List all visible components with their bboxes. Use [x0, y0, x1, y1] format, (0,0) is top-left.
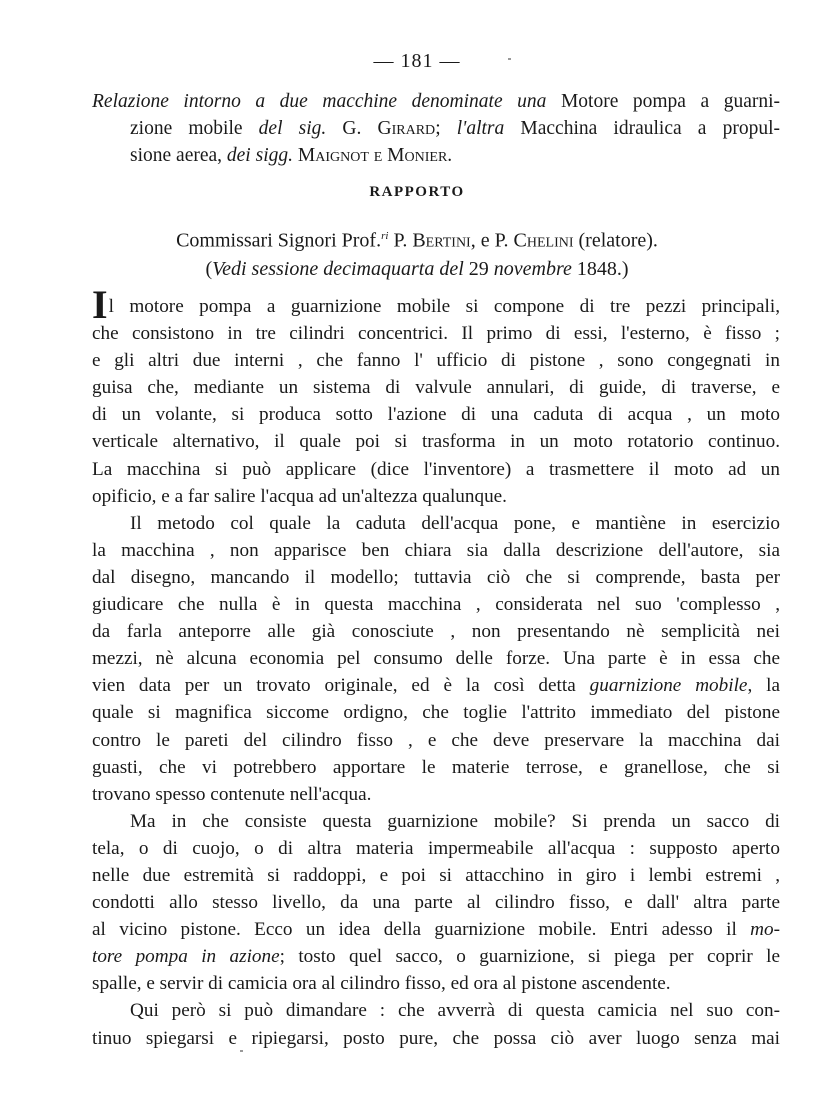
text-run: Il metodo col quale la caduta dell'acqua pone, e mantiène in esercizio: [130, 512, 780, 534]
italic-text: dei sigg.: [226, 145, 293, 166]
text-line: [92, 943, 780, 970]
text-run: Qui però si può dimandare : che avverrà di questa camicia nel suo con-: [130, 1000, 780, 1022]
text-run: La macchina si può applicare (dice l'inventore) a trasmettere il moto ad un: [92, 458, 780, 480]
text-line: [92, 591, 780, 618]
commissioner-name: Bertini: [412, 229, 471, 252]
text-run: e gli altri due interni , che fanno l' ufficio di pistone , sono congegnati in: [92, 350, 780, 372]
text-line: [92, 428, 780, 455]
text-line: [92, 483, 780, 510]
text-run: di un volante, si produca sotto l'azione di una caduta di acqua , un moto: [92, 404, 780, 426]
text-run: G.: [326, 118, 378, 139]
text-line: [92, 282, 780, 327]
text-line: [92, 862, 780, 889]
text-run: al vicino pistone. Ecco un idea della guarnizione mobile. Entri adesso il: [92, 919, 751, 941]
text-line: [92, 1025, 780, 1052]
report-title: [92, 88, 780, 169]
text-line: [92, 672, 780, 699]
body-text: [92, 282, 781, 1052]
text-run: Girard: [377, 118, 436, 139]
print-speck: [508, 58, 511, 60]
text-line: [92, 970, 780, 997]
text-run: quale si magnifica siccome ordigno, che toglie l'attrito immediato del pistone: [92, 702, 780, 724]
text-run: ;: [435, 118, 457, 139]
text-run: da farla anteporre alle già conosciute , non presentando nè semplicità nei: [92, 621, 780, 643]
text-run: che consistono in tre cilindri concentrici. Il primo di essi, l'esterno, è fisso ;: [92, 323, 780, 345]
text-run: giudicare che nulla è in questa macchina , considerata nel suo 'complesso ,: [92, 594, 780, 616]
title-line: [92, 142, 780, 169]
text-run: guisa che, mediante un sistema di valvule annulari, di guide, di traverse, e: [92, 377, 780, 399]
text-line: [92, 727, 780, 754]
text-run: .: [447, 145, 453, 166]
commissioners-line: Commissari Signori Prof.$^{ri}$ P. Bertini, e P. Chelini (relatore).: [176, 229, 658, 252]
rapporteur-name: Chelini: [513, 229, 574, 252]
print-speck: [240, 1050, 243, 1052]
text-line: [92, 808, 780, 835]
text-run: trovano spesso contenute nell'acqua.: [92, 783, 372, 805]
text-run: dal disegno, mancando il modello; tuttavia ciò che si comprende, basta per: [92, 566, 780, 588]
text-run: , la: [747, 675, 780, 697]
page-number: — 181 —: [373, 50, 461, 72]
title-line: [92, 88, 780, 115]
text-run: zione mobile: [130, 118, 259, 139]
title-line: [92, 115, 780, 142]
text-run: sione aerea,: [130, 145, 227, 166]
drop-cap: I: [92, 282, 108, 327]
text-line: [92, 537, 780, 564]
italic-text: l'altra: [456, 118, 505, 139]
text-line: [92, 754, 780, 781]
text-line: [92, 781, 780, 808]
italic-text: mo-: [750, 919, 780, 941]
text-line: [92, 699, 780, 726]
text-line: [92, 564, 780, 591]
section-heading: RAPPORTO: [369, 184, 465, 200]
text-run: l motore pompa a guarnizione mobile si compone di tre pezzi principali,: [108, 296, 780, 317]
session-reference: (Vedi sessione decimaquarta del 29 novembre 1848.): [205, 257, 629, 280]
text-line: [92, 889, 780, 916]
text-line: [92, 835, 780, 862]
italic-text: tore pompa in azione: [92, 946, 280, 968]
text-run: contro le pareti del cilindro fisso , e che deve preservare la macchina dai: [92, 729, 780, 751]
text-run: verticale alternativo, il quale poi si trasforma in un moto rotatorio continuo.: [92, 431, 780, 453]
text-run: opificio, e a far salire l'acqua ad un'altezza qualunque.: [92, 485, 507, 507]
text-run: Ma in che consiste questa guarnizione mobile? Si prenda un sacco di: [130, 810, 780, 832]
text-run: nelle due estremità si raddoppi, e poi si attacchino in giro i lembi estremi ,: [92, 864, 780, 886]
text-line: [92, 618, 780, 645]
text-run: ; tosto quel sacco, o guarnizione, si piega per coprir le: [279, 946, 781, 968]
italic-text: del sig.: [258, 118, 327, 139]
text-line: [92, 347, 780, 374]
commissioners-block: [0, 222, 834, 283]
text-line: [92, 320, 780, 347]
italic-text: guarnizione mobile: [589, 675, 748, 697]
text-run: guasti, che vi potrebbero apportare le materie terrose, e granellose, che si: [92, 756, 780, 778]
text-run: la macchina , non apparisce ben chiara sia dalla descrizione dell'autore, sia: [92, 539, 780, 561]
text-run: mezzi, nè alcuna economia pel consumo delle forze. Una parte è in essa che: [92, 648, 780, 670]
text-line: [92, 374, 780, 401]
text-line: [92, 510, 780, 537]
text-run: Maignot e Monier: [297, 145, 448, 166]
italic-text: Relazione intorno a due macchine denominate una: [92, 91, 547, 112]
text-run: vien data per un trovato originale, ed è la così detta: [92, 675, 590, 697]
text-line: [92, 997, 780, 1024]
text-line: [92, 916, 780, 943]
text-line: [92, 645, 780, 672]
text-line: [92, 456, 780, 483]
text-run: condotti allo stesso livello, da una parte al cilindro fisso, e dall' altra parte: [92, 892, 780, 914]
text-line: [92, 401, 780, 428]
text-run: Macchina idraulica a propul-: [504, 118, 780, 139]
text-run: tela, o di cuojo, o di altra materia impermeabile all'acqua : supposto aperto: [92, 837, 780, 859]
text-run: Motore pompa a guarni-: [546, 91, 780, 112]
text-run: tinuo spiegarsi e ripiegarsi, posto pure, che possa ciò aver luogo senza mai: [92, 1027, 780, 1049]
text-run: spalle, e servir di camicia ora al cilindro fisso, ed ora al pistone ascendente.: [92, 973, 671, 995]
